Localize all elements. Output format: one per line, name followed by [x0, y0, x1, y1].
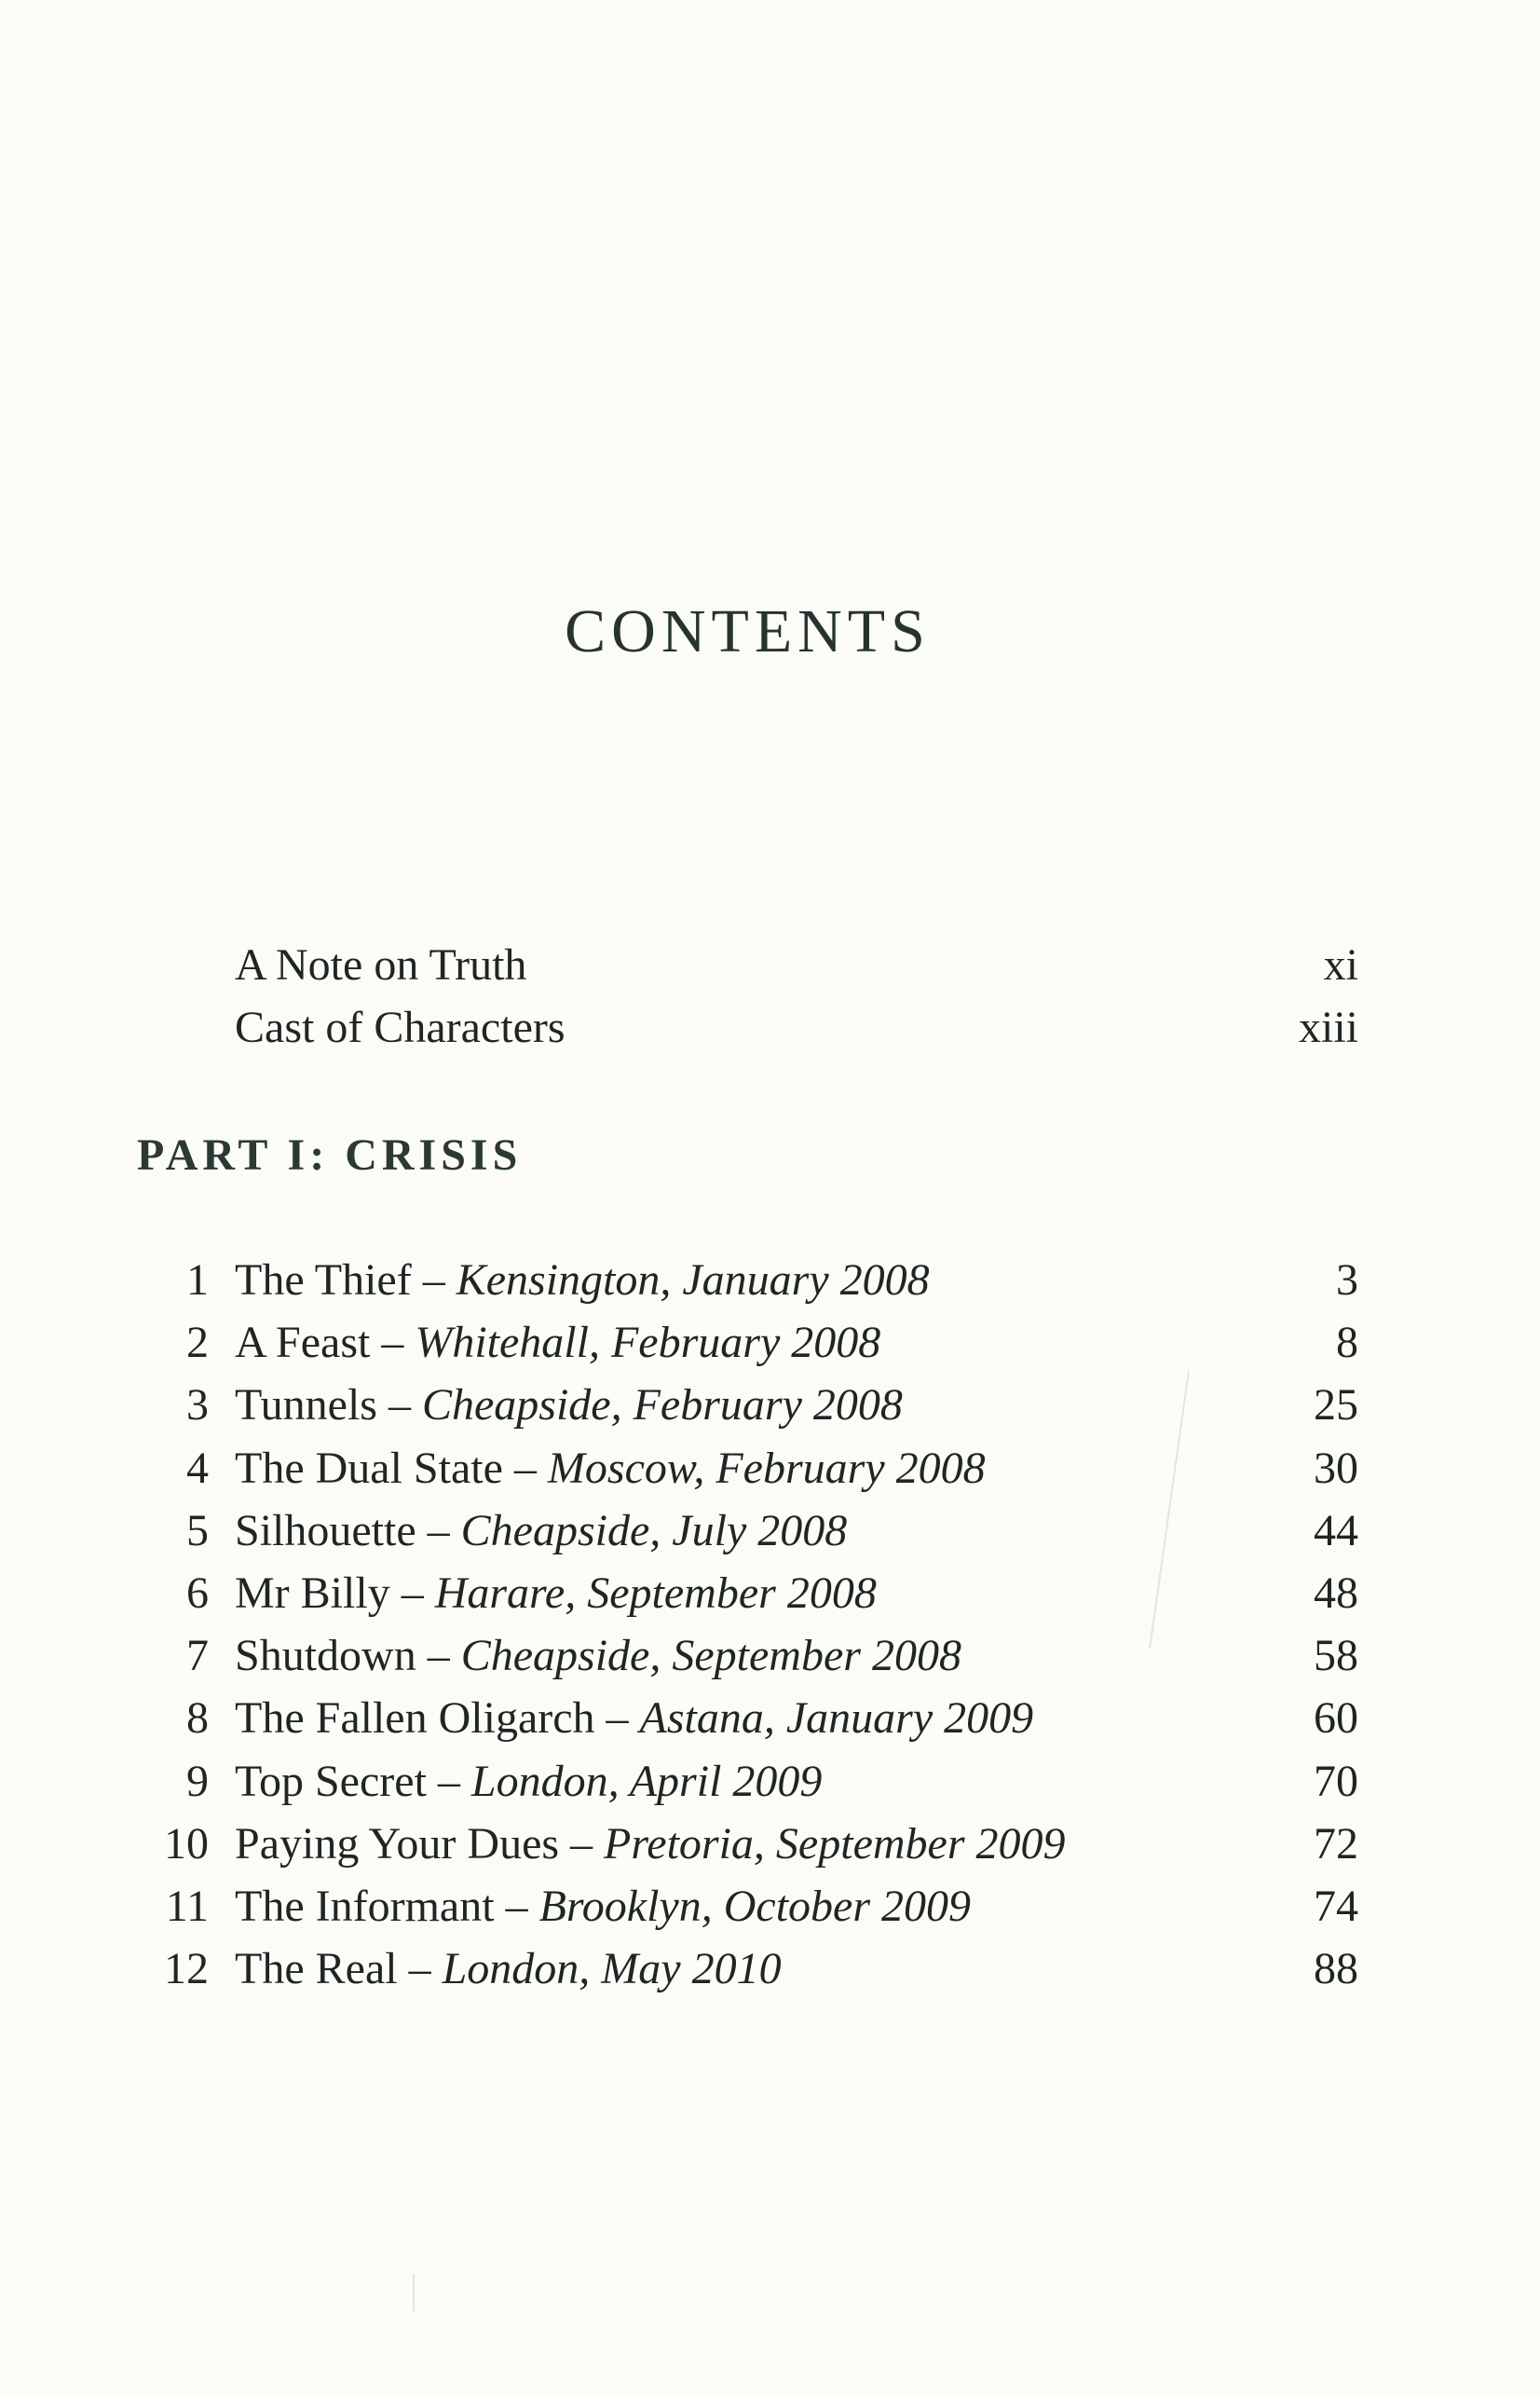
chapter-place-date: Brooklyn, October 2009 [538, 1881, 972, 1931]
chapter-separator: – [422, 1255, 445, 1305]
chapter-title-group [235, 1756, 1247, 1807]
chapter-entry[interactable] [140, 1881, 1358, 1943]
chapter-title-group [235, 1568, 1247, 1619]
chapter-number: 4 [186, 1443, 209, 1493]
chapter-entry[interactable] [140, 1568, 1358, 1630]
chapter-number: 10 [164, 1818, 209, 1869]
chapter-place-date: Cheapside, September 2008 [460, 1631, 961, 1681]
chapter-separator: – [427, 1631, 450, 1681]
chapter-page-number: 8 [1336, 1318, 1358, 1368]
chapter-place-date: London, May 2010 [442, 1944, 782, 1994]
chapter-title-group [235, 1881, 1247, 1932]
front-matter-list [235, 939, 1358, 1064]
chapter-number: 9 [186, 1756, 209, 1806]
chapter-number: 6 [186, 1568, 209, 1618]
chapter-number: 12 [164, 1944, 209, 1994]
chapter-page-number: 72 [1314, 1818, 1358, 1869]
chapter-title: The Thief [235, 1255, 412, 1305]
chapter-entry[interactable] [140, 1505, 1358, 1568]
chapter-separator: – [505, 1881, 528, 1931]
page-title: CONTENTS [565, 597, 931, 666]
chapter-title: The Fallen Oligarch [235, 1693, 595, 1744]
chapter-separator: – [606, 1693, 629, 1744]
chapter-entry[interactable] [140, 1254, 1358, 1317]
chapter-place-date: Cheapside, July 2008 [460, 1505, 848, 1555]
chapter-page-number: 70 [1314, 1756, 1358, 1806]
chapter-place-date: Whitehall, February 2008 [415, 1318, 881, 1368]
chapter-number: 3 [186, 1380, 209, 1431]
chapter-number: 2 [186, 1318, 209, 1368]
front-matter-entry[interactable] [235, 939, 1358, 1002]
chapter-entry[interactable] [140, 1943, 1358, 2006]
chapter-place-date: Pretoria, September 2009 [604, 1818, 1066, 1869]
part-heading: PART I: CRISIS [137, 1130, 523, 1180]
chapter-page-number: 60 [1314, 1693, 1358, 1744]
chapter-title: Tunnels [235, 1380, 377, 1431]
chapter-place-date: Harare, September 2008 [434, 1568, 877, 1618]
chapter-place-date: Moscow, February 2008 [547, 1443, 986, 1493]
front-matter-entry[interactable] [235, 1002, 1358, 1064]
chapter-entry[interactable] [140, 1379, 1358, 1442]
chapter-title: Mr Billy [235, 1568, 390, 1618]
chapter-title: Paying Your Dues [235, 1818, 560, 1869]
chapter-place-date: Cheapside, February 2008 [421, 1380, 903, 1431]
chapter-place-date: London, April 2009 [470, 1756, 823, 1806]
chapter-page-number: 88 [1314, 1944, 1358, 1994]
chapter-title-group [235, 1443, 1247, 1494]
chapter-title: Silhouette [235, 1505, 416, 1555]
entry-page: xiii [1298, 1003, 1358, 1052]
chapter-entry[interactable] [140, 1692, 1358, 1755]
chapter-entry[interactable] [140, 1756, 1358, 1818]
chapter-title: Shutdown [235, 1631, 416, 1681]
chapter-title: The Dual State [235, 1443, 503, 1493]
chapter-page-number: 44 [1314, 1505, 1358, 1555]
chapter-title-group [235, 1943, 1247, 1994]
chapter-title: The Informant [235, 1881, 495, 1931]
chapter-separator: – [408, 1944, 431, 1994]
chapter-title: Top Secret [235, 1756, 427, 1806]
chapter-entry[interactable] [140, 1630, 1358, 1692]
chapter-separator: – [513, 1443, 537, 1493]
chapter-entry[interactable] [140, 1443, 1358, 1505]
chapter-separator: – [570, 1818, 593, 1869]
entry-title: Cast of Characters [235, 1003, 566, 1052]
chapter-list [140, 1254, 1358, 2006]
chapter-title-group [235, 1379, 1247, 1431]
chapter-place-date: Astana, January 2009 [639, 1693, 1034, 1744]
chapter-number: 5 [186, 1505, 209, 1555]
chapter-title-group [235, 1630, 1247, 1681]
chapter-page-number: 48 [1314, 1568, 1358, 1618]
chapter-separator: – [401, 1568, 424, 1618]
chapter-page-number: 58 [1314, 1631, 1358, 1681]
chapter-entry[interactable] [140, 1818, 1358, 1881]
chapter-place-date: Kensington, January 2008 [456, 1255, 930, 1305]
chapter-page-number: 74 [1314, 1881, 1358, 1931]
chapter-number: 1 [186, 1255, 209, 1305]
chapter-separator: – [381, 1318, 404, 1368]
chapter-number: 7 [186, 1631, 209, 1681]
chapter-page-number: 30 [1314, 1443, 1358, 1493]
chapter-separator: – [427, 1505, 450, 1555]
chapter-page-number: 3 [1336, 1255, 1358, 1305]
chapter-title-group [235, 1505, 1247, 1556]
chapter-title-group [235, 1254, 1247, 1306]
chapter-entry[interactable] [140, 1317, 1358, 1379]
chapter-title: The Real [235, 1944, 398, 1994]
chapter-page-number: 25 [1314, 1380, 1358, 1431]
chapter-separator: – [437, 1756, 460, 1806]
chapter-separator: – [388, 1380, 411, 1431]
chapter-title-group [235, 1317, 1247, 1368]
chapter-title: A Feast [235, 1318, 371, 1368]
entry-page: xi [1323, 940, 1358, 990]
entry-title: A Note on Truth [235, 940, 527, 990]
chapter-number: 8 [186, 1693, 209, 1744]
chapter-title-group [235, 1692, 1247, 1744]
chapter-number: 11 [165, 1881, 209, 1931]
chapter-title-group [235, 1818, 1247, 1869]
scan-artifact-mark [413, 2274, 415, 2311]
